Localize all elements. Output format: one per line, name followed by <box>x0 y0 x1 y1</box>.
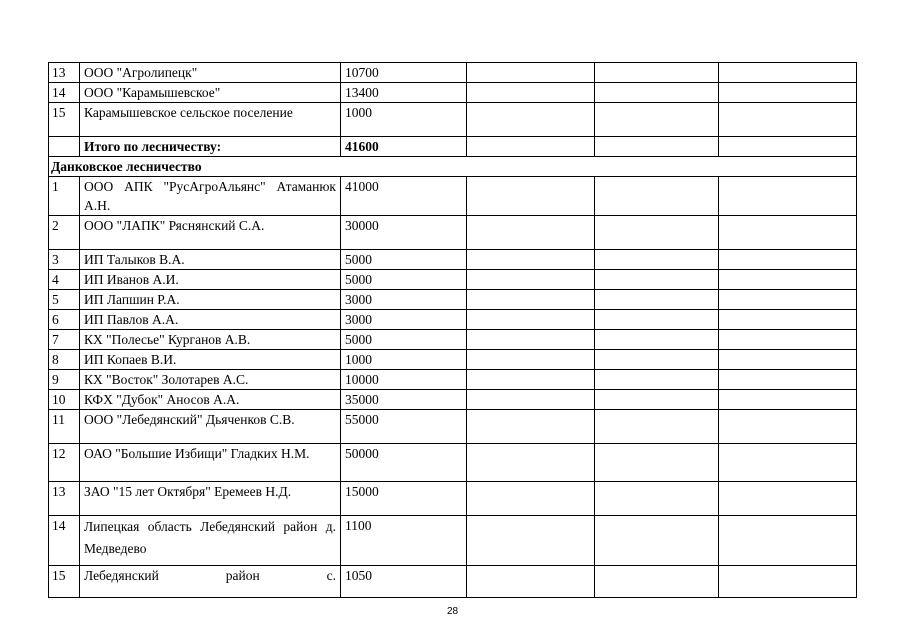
empty-cell <box>467 516 595 566</box>
empty-cell <box>595 390 719 410</box>
total-row <box>49 137 857 157</box>
empty-cell <box>595 310 719 330</box>
section-row <box>49 157 857 177</box>
row-number: 1 <box>49 177 80 216</box>
row-value: 50000 <box>341 444 467 482</box>
table-row <box>49 290 857 310</box>
row-value: 35000 <box>341 390 467 410</box>
row-value: 15000 <box>341 482 467 516</box>
row-name: ООО "Агролипецк" <box>80 63 341 83</box>
empty-cell <box>467 250 595 270</box>
row-value: 10000 <box>341 370 467 390</box>
row-number: 12 <box>49 444 80 482</box>
empty-cell <box>49 137 80 157</box>
empty-cell <box>719 566 857 598</box>
total-value: 41600 <box>341 137 467 157</box>
empty-cell <box>595 216 719 250</box>
row-number: 14 <box>49 83 80 103</box>
row-value: 5000 <box>341 330 467 350</box>
empty-cell <box>467 83 595 103</box>
row-number: 15 <box>49 566 80 598</box>
row-number: 14 <box>49 516 80 566</box>
empty-cell <box>719 516 857 566</box>
row-name: ООО "Карамышевское" <box>80 83 341 103</box>
empty-cell <box>719 270 857 290</box>
table-row <box>49 216 857 250</box>
empty-cell <box>467 330 595 350</box>
row-name: ИП Копаев В.И. <box>80 350 341 370</box>
row-name: Карамышевское сельское поселение <box>80 103 341 137</box>
row-name: ЗАО "15 лет Октября" Еремеев Н.Д. <box>80 482 341 516</box>
row-number: 9 <box>49 370 80 390</box>
empty-cell <box>467 63 595 83</box>
table-row <box>49 83 857 103</box>
section-title: Данковское лесничество <box>49 157 857 177</box>
table-row <box>49 103 857 137</box>
empty-cell <box>719 63 857 83</box>
table-row <box>49 410 857 444</box>
row-name: ИП Лапшин Р.А. <box>80 290 341 310</box>
row-number: 13 <box>49 63 80 83</box>
empty-cell <box>595 177 719 216</box>
empty-cell <box>595 350 719 370</box>
table-row <box>49 516 857 566</box>
empty-cell <box>467 350 595 370</box>
empty-cell <box>595 103 719 137</box>
empty-cell <box>719 83 857 103</box>
row-value: 1050 <box>341 566 467 598</box>
row-value: 13400 <box>341 83 467 103</box>
empty-cell <box>719 137 857 157</box>
row-value: 3000 <box>341 310 467 330</box>
row-number: 5 <box>49 290 80 310</box>
empty-cell <box>719 177 857 216</box>
empty-cell <box>467 444 595 482</box>
empty-cell <box>595 444 719 482</box>
empty-cell <box>719 216 857 250</box>
row-number: 6 <box>49 310 80 330</box>
empty-cell <box>595 330 719 350</box>
empty-cell <box>595 290 719 310</box>
empty-cell <box>719 330 857 350</box>
table-row <box>49 270 857 290</box>
table-row <box>49 350 857 370</box>
empty-cell <box>595 566 719 598</box>
empty-cell <box>595 482 719 516</box>
empty-cell <box>719 410 857 444</box>
row-value: 1100 <box>341 516 467 566</box>
empty-cell <box>467 482 595 516</box>
row-value: 1000 <box>341 103 467 137</box>
empty-cell <box>595 370 719 390</box>
row-value: 10700 <box>341 63 467 83</box>
row-number: 4 <box>49 270 80 290</box>
table-row <box>49 177 857 216</box>
row-name: ООО "Лебедянский" Дьяченков С.В. <box>80 410 341 444</box>
empty-cell <box>467 216 595 250</box>
empty-cell <box>719 444 857 482</box>
empty-cell <box>595 410 719 444</box>
row-value: 41000 <box>341 177 467 216</box>
row-name: КФХ "Дубок" Аносов А.А. <box>80 390 341 410</box>
table-row <box>49 250 857 270</box>
row-name: КХ "Полесье" Курганов А.В. <box>80 330 341 350</box>
row-number: 15 <box>49 103 80 137</box>
row-value: 5000 <box>341 250 467 270</box>
row-value: 5000 <box>341 270 467 290</box>
empty-cell <box>467 370 595 390</box>
row-value: 3000 <box>341 290 467 310</box>
empty-cell <box>595 270 719 290</box>
row-name: ИП Талыков В.А. <box>80 250 341 270</box>
empty-cell <box>467 103 595 137</box>
empty-cell <box>467 177 595 216</box>
table-row <box>49 566 857 598</box>
row-name: Лебедянский район с. <box>80 566 341 598</box>
table-row <box>49 370 857 390</box>
table-row <box>49 444 857 482</box>
row-number: 2 <box>49 216 80 250</box>
row-value: 30000 <box>341 216 467 250</box>
empty-cell <box>467 310 595 330</box>
page-number: 28 <box>446 606 459 617</box>
empty-cell <box>595 516 719 566</box>
table-row <box>49 390 857 410</box>
empty-cell <box>719 250 857 270</box>
empty-cell <box>719 370 857 390</box>
empty-cell <box>595 137 719 157</box>
table-row <box>49 482 857 516</box>
empty-cell <box>595 63 719 83</box>
forestry-table <box>48 62 857 598</box>
row-name: Липецкая область Лебедянский район д. Медведево <box>80 516 341 566</box>
empty-cell <box>719 350 857 370</box>
row-value: 1000 <box>341 350 467 370</box>
row-value: 55000 <box>341 410 467 444</box>
empty-cell <box>467 566 595 598</box>
row-number: 13 <box>49 482 80 516</box>
empty-cell <box>595 83 719 103</box>
table-row <box>49 330 857 350</box>
empty-cell <box>719 103 857 137</box>
row-name: ИП Иванов А.И. <box>80 270 341 290</box>
row-number: 10 <box>49 390 80 410</box>
row-number: 7 <box>49 330 80 350</box>
row-number: 8 <box>49 350 80 370</box>
empty-cell <box>467 290 595 310</box>
empty-cell <box>719 482 857 516</box>
empty-cell <box>467 270 595 290</box>
row-number: 3 <box>49 250 80 270</box>
total-label: Итого по лесничеству: <box>80 137 341 157</box>
empty-cell <box>467 137 595 157</box>
row-name: ИП Павлов А.А. <box>80 310 341 330</box>
table-row <box>49 310 857 330</box>
empty-cell <box>467 390 595 410</box>
row-name: ОАО "Большие Избищи" Гладких Н.М. <box>80 444 341 482</box>
row-name: ООО "ЛАПК" Ряснянский С.А. <box>80 216 341 250</box>
empty-cell <box>595 250 719 270</box>
empty-cell <box>719 390 857 410</box>
empty-cell <box>719 290 857 310</box>
empty-cell <box>719 310 857 330</box>
row-name: КХ "Восток" Золотарев А.С. <box>80 370 341 390</box>
row-name: ООО АПК "РусАгроАльянс" Атаманюк А.Н. <box>80 177 341 216</box>
row-number: 11 <box>49 410 80 444</box>
table-row <box>49 63 857 83</box>
empty-cell <box>467 410 595 444</box>
